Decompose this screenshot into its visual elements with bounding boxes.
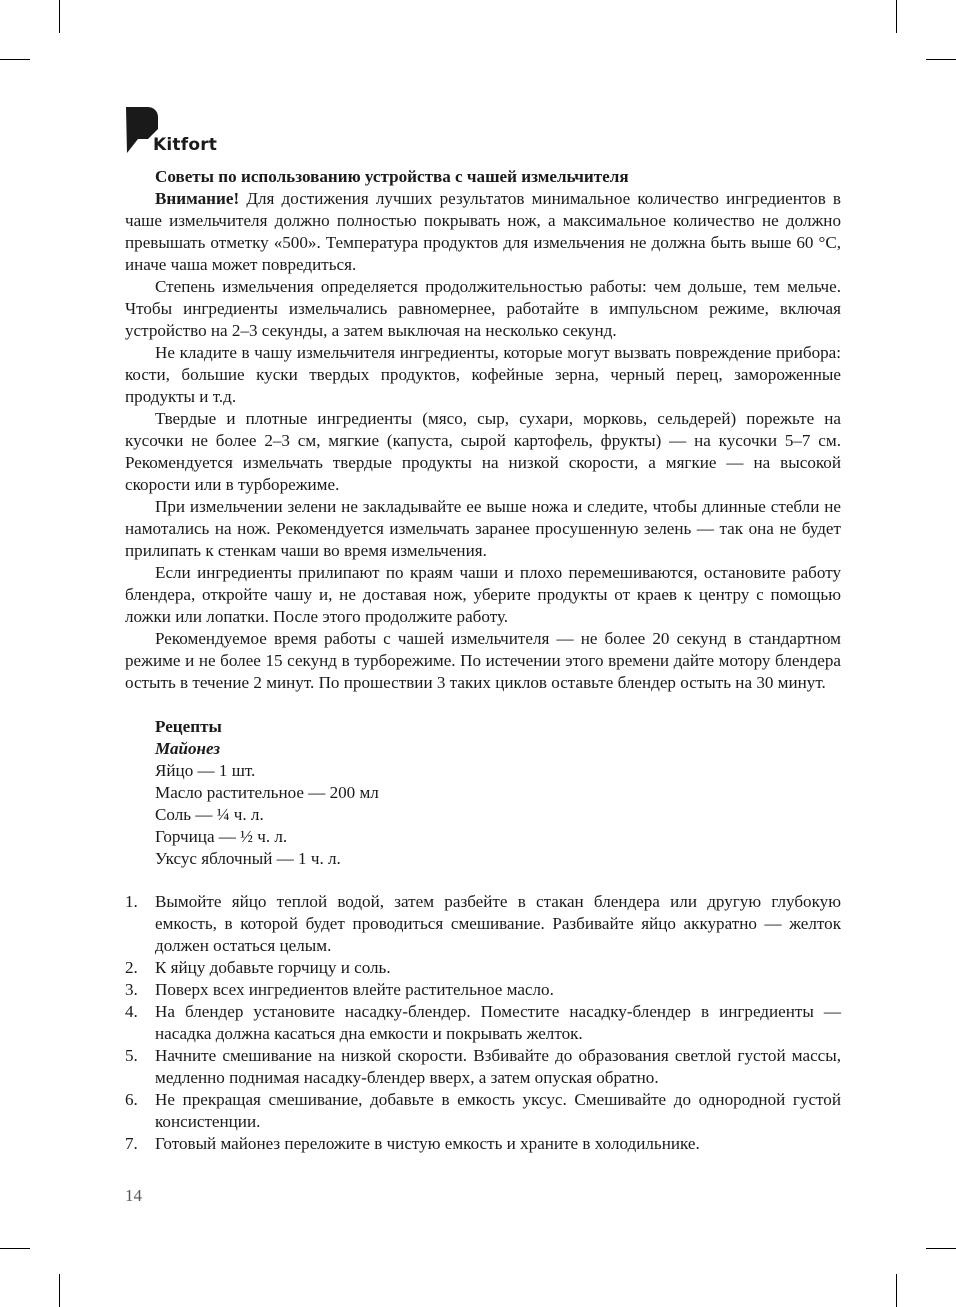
warning-label: Внимание! [155, 189, 240, 208]
step-text: Начните смешивание на низкой скорости. Взбивайте до образования светлой густой массы, медленно поднимая насадку-блендер вверх, а затем опуская обратно. [155, 1046, 841, 1087]
recipe-step [125, 979, 841, 1001]
crop-mark-bottom-left [59, 1274, 60, 1307]
recipe-step [125, 1001, 841, 1045]
step-text: Готовый майонез переложите в чистую емкость и храните в холодильнике. [155, 1134, 700, 1153]
crop-mark-top-right-h [926, 59, 956, 60]
crop-mark-top-right [896, 0, 897, 33]
page-content [125, 166, 841, 1155]
step-text: На блендер установите насадку-блендер. Поместите насадку-блендер в ингредиенты — насадка должна касаться дна емкости и покрывать желток. [155, 1002, 841, 1043]
crop-mark-top-left-h [0, 59, 30, 60]
step-number: 3. [125, 980, 138, 999]
ingredient-item: Горчица — ½ ч. л. [155, 827, 288, 846]
crop-mark-bottom-right-h [926, 1248, 956, 1249]
step-number: 1. [125, 892, 138, 911]
recipe-name: Майонез [155, 739, 221, 758]
warning-text: Для достижения лучших результатов минимальное количество ингредиентов в чаше измельчителя должно полностью покрывать нож, а максимальное количество не должно превышать отметку «500». Температура продуктов для измельчения не должна быть выше 60 °С, иначе чаша может повредиться. [125, 189, 841, 274]
step-text: Не прекращая смешивание, добавьте в емкость уксус. Смешивайте до однородной густой консистенции. [155, 1090, 841, 1131]
tip-paragraph: Степень измельчения определяется продолжительностью работы: чем дольше, тем мельче. Чтобы ингредиенты измельчались равномернее, работайте в импульсном режиме, включая устройство на 2–3 секунды, а затем выключая на несколько секунд. [125, 277, 841, 340]
ingredient-item: Уксус яблочный — 1 ч. л. [155, 849, 341, 868]
recipe-step [125, 1133, 841, 1155]
page-number: 14 [125, 1186, 142, 1205]
ingredient-item: Яйцо — 1 шт. [155, 761, 256, 780]
recipe-step [125, 891, 841, 957]
crop-mark-top-left [59, 0, 60, 33]
recipe-step [125, 957, 841, 979]
recipe-step [125, 1089, 841, 1133]
ingredient-item: Соль — ¼ ч. л. [155, 805, 264, 824]
brand-name: Kitfort [153, 135, 218, 155]
ingredient-item: Масло растительное — 200 мл [155, 783, 379, 802]
recipe-step [125, 1045, 841, 1089]
tip-paragraph: При измельчении зелени не закладывайте ее выше ножа и следите, чтобы длинные стебли не намотались на нож. Рекомендуется измельчать заранее просушенную зелень — так она не будет прилипать к стенкам чаши во время измельчения. [125, 497, 841, 560]
tip-paragraph: Рекомендуемое время работы с чашей измельчителя — не более 20 секунд в стандартном режиме и не более 15 секунд в турборежиме. По истечении этого времени дайте мотору блендера остыть в течение 2 минут. По прошествии 3 таких циклов оставьте блендер остыть на 30 минут. [125, 629, 841, 692]
step-number: 7. [125, 1134, 138, 1153]
crop-mark-bottom-left-h [0, 1248, 30, 1249]
step-number: 6. [125, 1090, 138, 1109]
recipes-title: Рецепты [155, 717, 222, 736]
tip-paragraph: Не кладите в чашу измельчителя ингредиенты, которые могут вызвать повреждение прибора: кости, большие куски твердых продуктов, кофейные зерна, черный перец, замороженные продукты и т.д. [125, 343, 841, 406]
step-number: 4. [125, 1002, 138, 1021]
tip-paragraph: Твердые и плотные ингредиенты (мясо, сыр, сухари, морковь, сельдерей) порежьте на кусочки не более 2–3 см, мягкие (капуста, сырой картофель, фрукты) — на кусочки 5–7 см. Рекомендуется измельчать твердые продукты на низкой скорости, а мягкие — на высокой скорости или в турборежиме. [125, 409, 841, 494]
section-title: Советы по использованию устройства с чашей измельчителя [155, 167, 629, 186]
step-text: Вымойте яйцо теплой водой, затем разбейте в стакан блендера или другую глубокую емкость, в которой будет проводиться смешивание. Разбивайте яйцо аккуратно — желток должен остаться целым. [155, 892, 841, 955]
recipe-steps [125, 891, 841, 1155]
step-number: 2. [125, 958, 138, 977]
step-number: 5. [125, 1046, 138, 1065]
crop-mark-bottom-right [896, 1274, 897, 1307]
warning-paragraph [125, 188, 841, 276]
step-text: Поверх всех ингредиентов влейте растительное масло. [155, 980, 554, 999]
tip-paragraph: Если ингредиенты прилипают по краям чаши и плохо перемешиваются, остановите работу блендера, откройте чашу и, не доставая нож, уберите продукты от краев к центру с помощью ложки или лопатки. После этого продолжите работу. [125, 563, 841, 626]
step-text: К яйцу добавьте горчицу и соль. [155, 958, 391, 977]
kitfort-logo [126, 107, 266, 159]
